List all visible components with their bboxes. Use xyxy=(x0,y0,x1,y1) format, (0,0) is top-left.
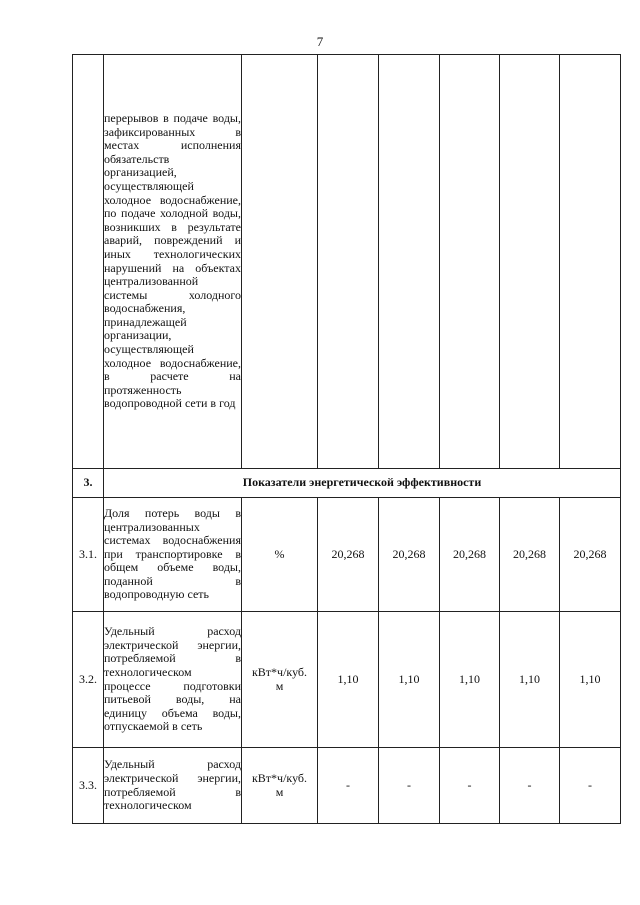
cell-value xyxy=(379,55,440,469)
unit-text: кВт*ч/куб. м xyxy=(251,664,308,693)
value-cell: 1,10 xyxy=(560,612,621,748)
cell-value xyxy=(500,55,560,469)
value-cell: - xyxy=(500,748,560,824)
table-row-continued xyxy=(73,55,621,469)
value-cell: 1,10 xyxy=(379,612,440,748)
table-row xyxy=(73,748,621,824)
cell-unit xyxy=(242,55,318,469)
cell-value xyxy=(318,55,379,469)
cell-description xyxy=(104,748,242,824)
description-text: Доля потерь воды в централизованных системах водоснабжения при транспортировке в общем объеме воды, поданной в водопроводную сеть xyxy=(104,505,241,602)
value-cell: - xyxy=(318,748,379,824)
value-cell: 1,10 xyxy=(318,612,379,748)
unit-text: кВт*ч/куб. м xyxy=(251,770,308,799)
value-cell: - xyxy=(379,748,440,824)
description-text: перерывов в подаче воды, зафиксированных в местах исполнения обязательств организацией, осуществляющей холодное водоснабжение, по подаче холодной воды, возникших в результате аварий, повреждений и иных технологических нарушений на объектах централизованной системы холодного водоснабжения, принадлежащей организации, осуществляющей холодное водоснабжение, в расчете на протяженность водопроводной сети в год xyxy=(104,110,241,411)
page-number: 7 xyxy=(316,34,324,49)
value-cell: 20,268 xyxy=(560,498,621,612)
cell-description xyxy=(104,612,242,748)
cell-value xyxy=(440,55,500,469)
description-text: Удельный расход электрической энергии, потребляемой в технологическом xyxy=(104,757,241,813)
unit-cell xyxy=(242,498,318,612)
cell-description xyxy=(104,498,242,612)
indicators-table xyxy=(72,54,621,824)
unit-cell xyxy=(242,612,318,748)
cell-value xyxy=(560,55,621,469)
value-cell: 1,10 xyxy=(500,612,560,748)
table-row xyxy=(73,612,621,748)
section-number: 3. xyxy=(73,469,104,498)
cell-num xyxy=(73,55,104,469)
value-cell: - xyxy=(440,748,500,824)
value-cell: 20,268 xyxy=(440,498,500,612)
row-number: 3.3. xyxy=(73,748,104,824)
row-number: 3.1. xyxy=(73,498,104,612)
unit-cell xyxy=(242,748,318,824)
value-cell: - xyxy=(560,748,621,824)
unit-text: % xyxy=(274,546,285,561)
value-cell: 20,268 xyxy=(500,498,560,612)
value-cell: 20,268 xyxy=(318,498,379,612)
section-title: Показатели энергетической эффективности xyxy=(104,469,621,498)
cell-description xyxy=(104,55,242,469)
value-cell: 20,268 xyxy=(379,498,440,612)
section-header-row xyxy=(73,469,621,498)
value-cell: 1,10 xyxy=(440,612,500,748)
table-row xyxy=(73,498,621,612)
row-number: 3.2. xyxy=(73,612,104,748)
description-text: Удельный расход электрической энергии, потребляемой в технологическом процессе подготовки питьевой воды, на единицу объема воды, отпускаемой в сеть xyxy=(104,624,241,734)
